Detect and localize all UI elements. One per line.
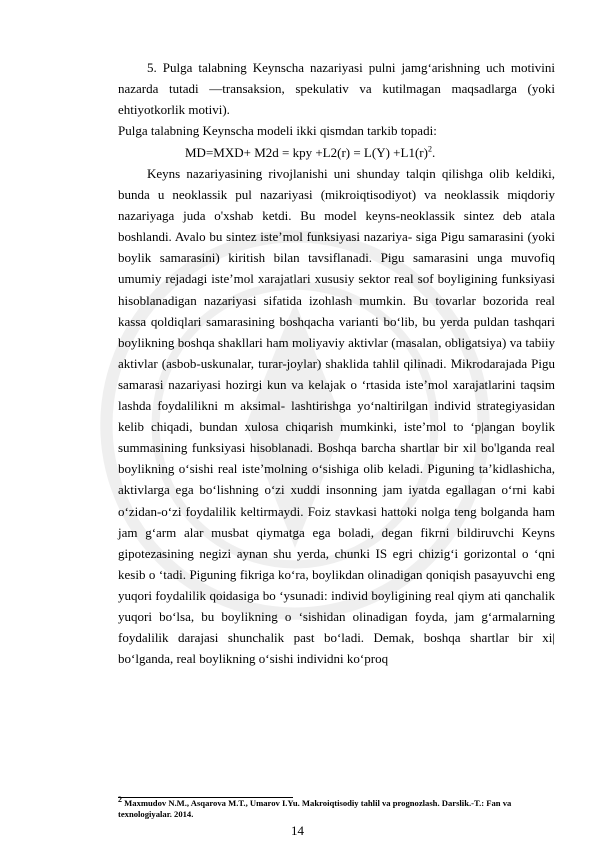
- paragraph-motives-text: 5. Pulga talabning Keynscha nazariyasi pulni jamg‘arishning uch motivini nazarda tutadi —transaksion, spekulativ va kutilmagan maqsadlarga (yoki ehtiyotkorlik motivi).: [118, 60, 555, 118]
- paragraph-model-intro: Pulga talabning Keynscha modeli ikki qismdan tarkib topadi:: [118, 123, 437, 138]
- paragraph-keynes-synthesis-text: Keyns nazariyasining rivojlanishi uni shunday talqin qilishga olib keldiki, bunda u neoklassik pul nazariyasi (mikroiqtisodiyot) va neoklassik miqdoriy nazariyaga juda o'xshab ketdi. Bu model keyns-neoklassik sintez deb atala boshlandi. Avalo bu sintez iste’mol funksiyasi nazariya- siga Pigu samarasini (yoki boylik samarasini) kiritish bilan tavsiflanadi. Pigu samarasini unga muvofiq umumiy rejadagi iste’mol xarajatlari xususiy sektor real sof boyligining funksiyasi hisoblanadigan nazariyasi sifatida izohlash mumkin. Bu tovarlar bozorida real kassa qoldiqlari samarasining boshqacha varianti bo‘lib, bu yerda puldan tashqari boylikning boshqa shakllari ham moliyaviy aktivlar (masalan, obligatsiya) va tabiiy aktivlar (asbob-uskunalar, turar-joylar) shaklida tahlil qilinadi. Mikrodarajada Pigu samarasi nazariyasi hozirgi kun va kelajak o ‘rtasida iste’mol xarajatlarini taqsim lashda foydalilikni m aksimal- lashtirishga yo‘naltirilgan individ strategiyasidan kelib chiqadi, bundan xulosa chiqarish mumkinki, iste’mol to ‘p|angan boylik summasining funksiyasi hisoblanadi. Boshqa barcha shartlar bir xil bo'lganda real boylikning o‘sishi real iste’molning o‘sishiga olib keladi. Piguning ta’kidlashicha, aktivlarga ega bo‘lishning o‘zi xuddi insonning jam iyatda egallagan o‘rni kabi o‘zidan-o‘zi foydalilik keltirmaydi. Foiz stavkasi hattoki nolga teng bolganda ham jam g‘arm alar musbat qiymatga ega boladi, degan fikrni bildiruvchi Keyns gipotezasining negizi aynan shu yerda, chunki IS egri chizig‘i gorizontal o ‘qni kesib o ‘tadi. Piguning fikriga ko‘ra, boylikdan olinadigan qoniqish pasayuvchi eng yuqori foydalilik qoidasiga bo ‘ysunadi: individ boyligining real qiym ati qanchalik yuqori bo‘lsa, bu boylikning o ‘sishidan olinadigan foyda, jam g‘armalarning foydalilik darajasi shunchalik past bo‘ladi. Demak, boshqa shartlar bir xi| bo‘lganda, real boylikning o‘sishi individni ko‘proq: [118, 166, 555, 667]
- footnote-ref: 2: [427, 144, 432, 154]
- footnote-text: Maxmudov N.M., Asqarova M.T., Umarov I.Yu. Makroiqtisodiy tahlil va prognozlash. Darslik.-T.: Fan va texnologiyalar. 2014.: [118, 798, 512, 819]
- formula-money-demand: [185, 142, 435, 163]
- page-number: 14: [291, 823, 304, 838]
- formula-text: MD=MXD+ M2d = kpy +L2(r) = L(Y) +L1(r): [185, 145, 428, 160]
- paragraph-keynes-synthesis: [118, 163, 555, 669]
- footnote-number: 2: [118, 795, 122, 805]
- paragraph-motives: [118, 57, 555, 120]
- formula-end: .: [431, 145, 436, 160]
- footnote: [118, 795, 555, 820]
